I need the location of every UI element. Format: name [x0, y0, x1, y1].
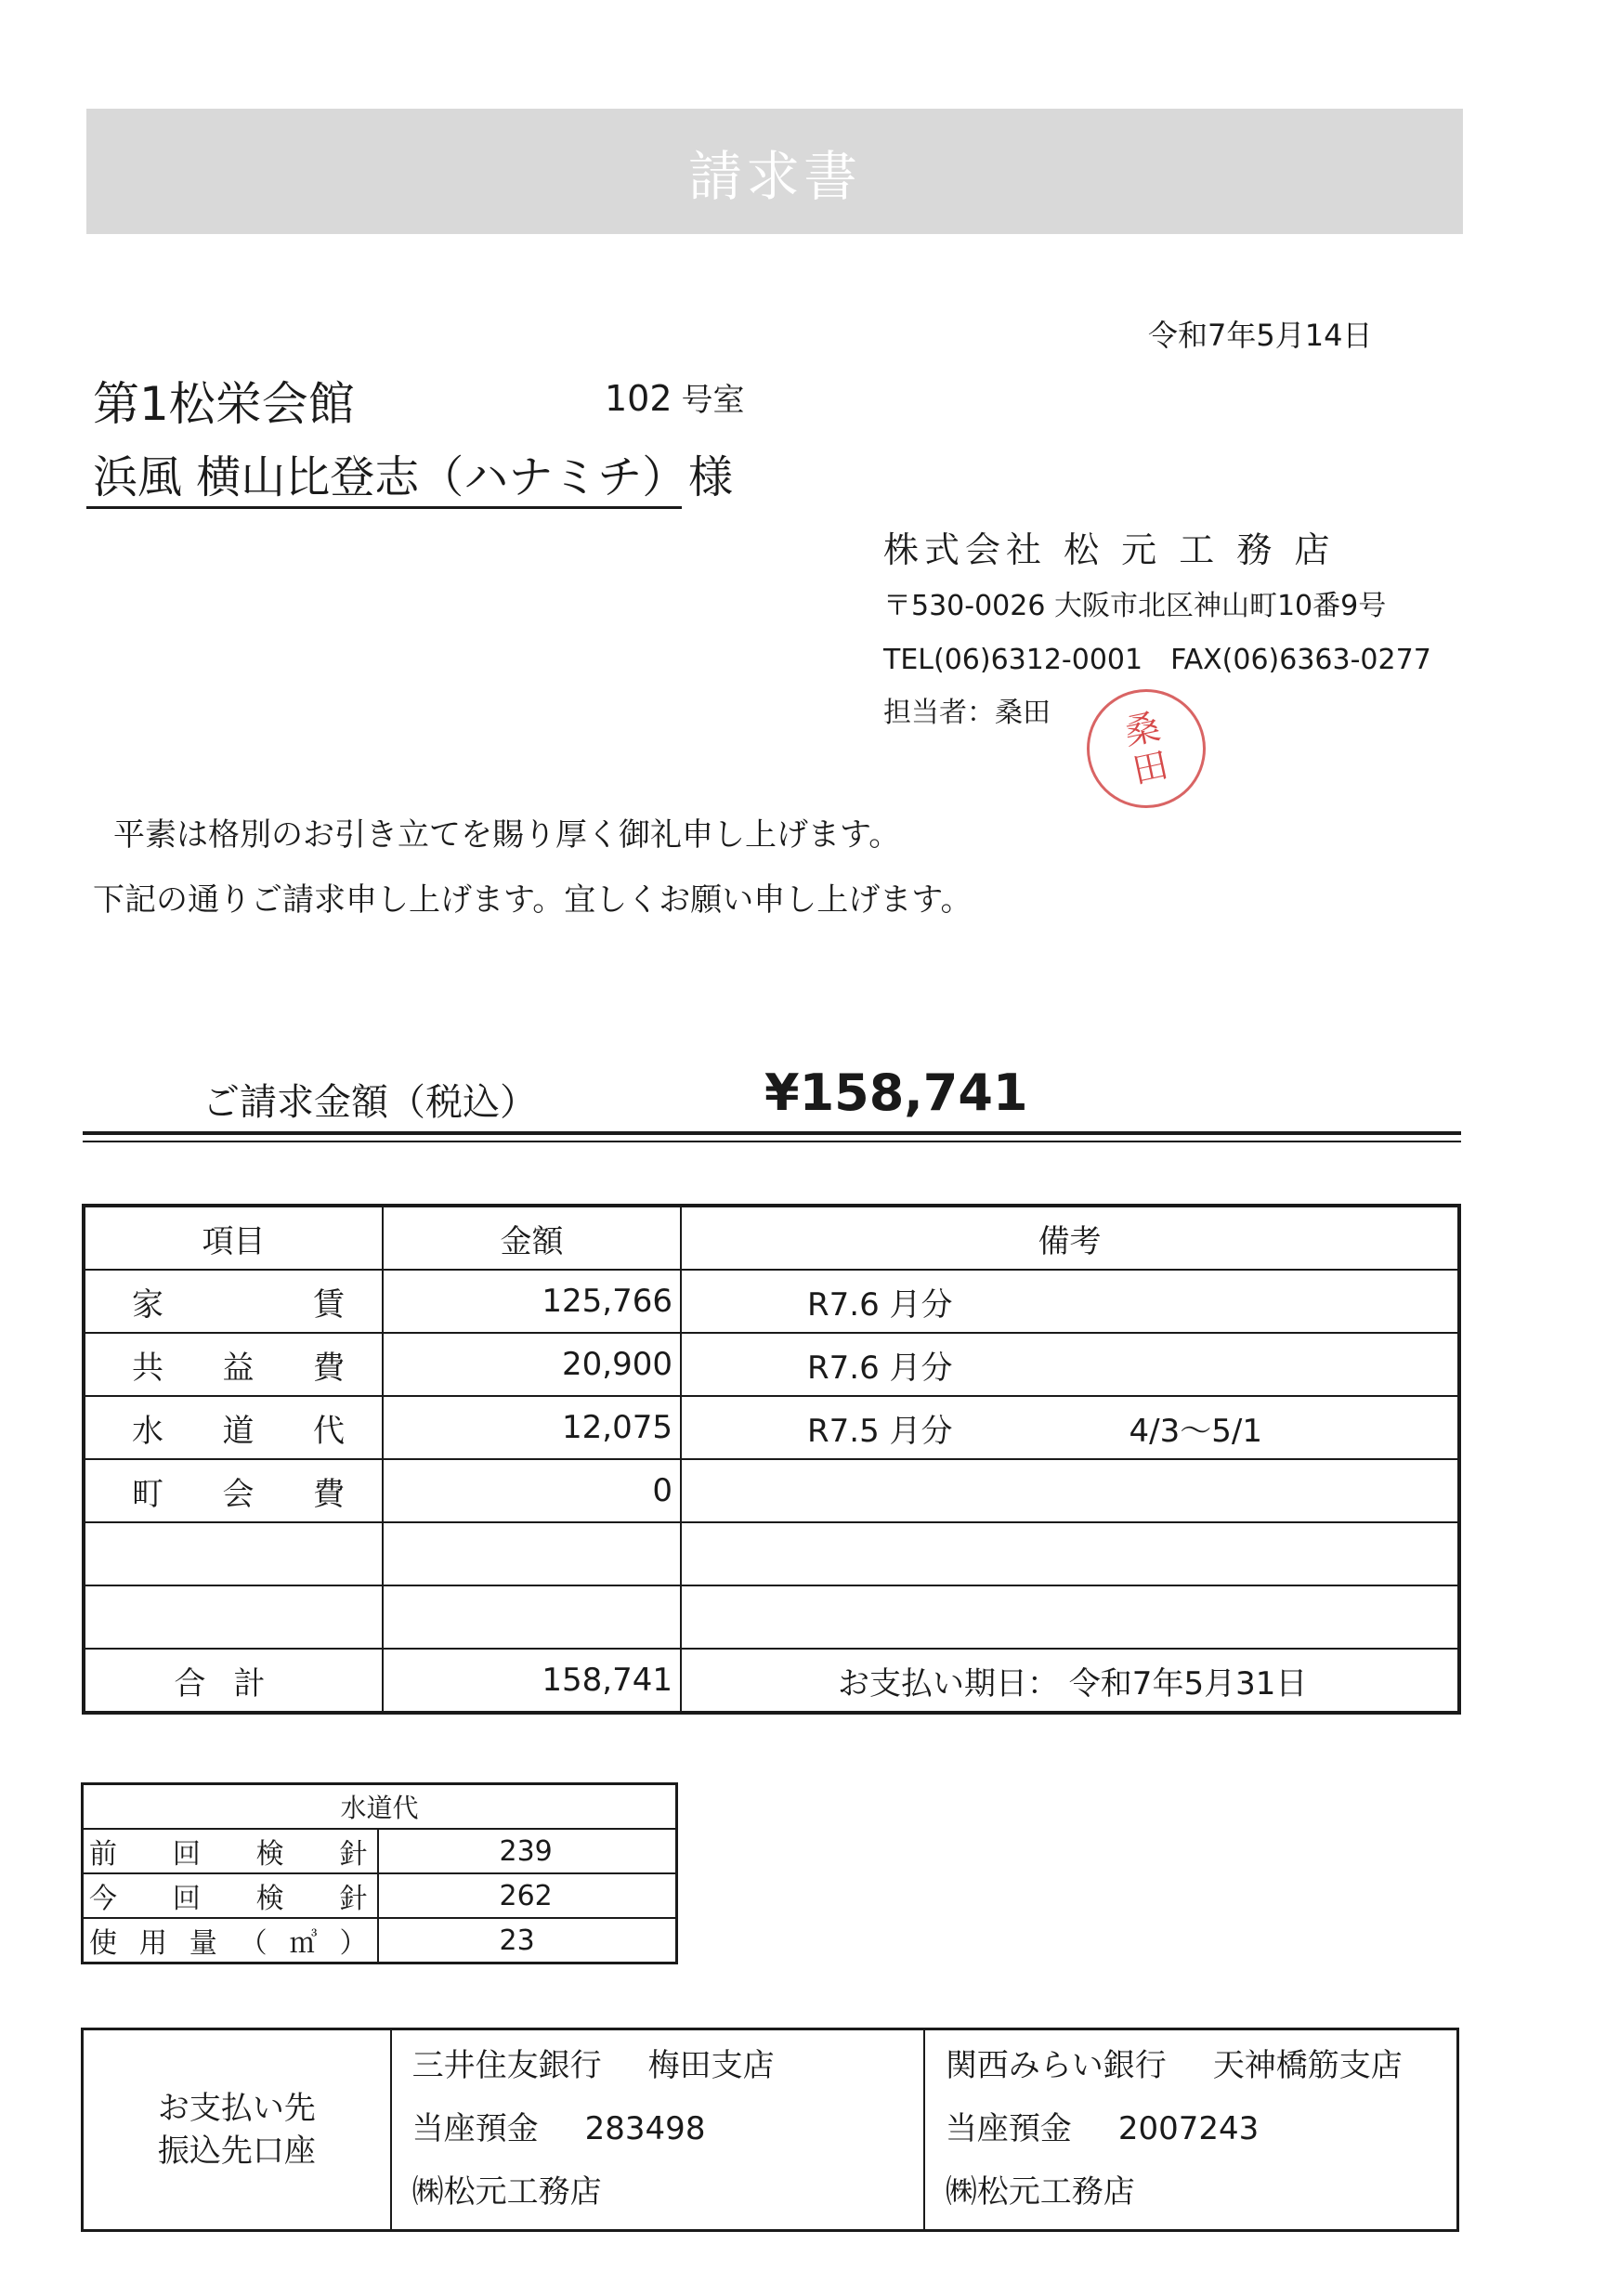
row-amount: 0 — [383, 1459, 681, 1522]
water-row — [83, 1873, 677, 1918]
row-note — [681, 1333, 1459, 1396]
issuer-staff: 担当者：桑田 — [883, 697, 1051, 729]
total-row — [84, 1649, 1459, 1713]
item-char: 益 — [222, 1349, 255, 1387]
table-row-empty — [84, 1522, 1459, 1585]
water-label-char: 検 — [255, 1838, 284, 1871]
item-char: 町 — [132, 1475, 163, 1513]
water-row — [83, 1918, 677, 1963]
table-row — [84, 1459, 1459, 1522]
water-value: 239 — [378, 1829, 677, 1873]
item-char: 会 — [222, 1475, 255, 1513]
recipient-honorific: 様 — [688, 451, 734, 503]
account-number: 283498 — [584, 2110, 706, 2147]
issue-date: 令和7年5月14日 — [1148, 318, 1373, 353]
issuer-address: 〒530-0026 大阪市北区神山町10番9号 — [883, 590, 1387, 622]
header-note: 備考 — [681, 1206, 1459, 1270]
row-amount: 20,900 — [383, 1333, 681, 1396]
water-label-char: 量 — [189, 1927, 217, 1960]
water-value: 262 — [378, 1873, 677, 1918]
item-char: 水 — [132, 1412, 163, 1450]
water-label-char: （ — [239, 1927, 268, 1960]
water-label-char: 前 — [89, 1838, 117, 1871]
payment-due-date: お支払い期日： 令和7年5月31日 — [681, 1649, 1459, 1713]
row-note-range: 4/3〜5/1 — [1129, 1412, 1262, 1450]
account-type: 当座預金 — [411, 2110, 539, 2147]
water-value: 23 — [378, 1918, 677, 1963]
row-item — [84, 1396, 383, 1459]
water-row — [83, 1829, 677, 1873]
room-unit: 号室 — [681, 382, 745, 419]
billing-amount-value: ¥158,741 — [764, 1063, 1028, 1122]
item-char: 道 — [222, 1412, 255, 1450]
water-label-char: 今 — [89, 1883, 117, 1915]
item-char: 費 — [313, 1349, 345, 1387]
document-title: 請求書 — [687, 144, 861, 208]
water-title-row — [83, 1784, 677, 1830]
stamp-char-top: 桑 — [1120, 705, 1164, 753]
account-line — [412, 2103, 923, 2166]
row-note-text: R7.6 月分 — [807, 1349, 953, 1387]
water-label-char: 用 — [138, 1927, 167, 1960]
billing-amount-label: ご請求金額（税込） — [202, 1081, 537, 1124]
bank-name-line — [946, 2040, 1456, 2103]
water-label — [83, 1829, 378, 1873]
bank-name: 三井住友銀行 — [411, 2047, 602, 2084]
row-item — [84, 1459, 383, 1522]
account-line — [946, 2103, 1456, 2166]
account-holder: ㈱松元工務店 — [411, 2173, 602, 2211]
water-label — [83, 1918, 378, 1963]
stamp-char-bottom: 田 — [1129, 744, 1172, 792]
payment-row — [83, 2029, 1458, 2231]
payment-label — [83, 2029, 391, 2231]
charges-header-row — [84, 1206, 1459, 1270]
recipient-name: 浜風 横山比登志（ハナミチ） — [93, 451, 687, 503]
payment-label-line-1: お支払い先 — [157, 2090, 316, 2127]
item-char: 費 — [313, 1475, 345, 1513]
table-row — [84, 1333, 1459, 1396]
bank-name-line — [412, 2040, 923, 2103]
item-char: 共 — [132, 1349, 163, 1387]
header-item: 項目 — [84, 1206, 383, 1270]
issuer-company: 株式会社 松 元 工 務 店 — [883, 529, 1336, 570]
total-amount: 158,741 — [383, 1649, 681, 1713]
double-rule-top — [83, 1131, 1461, 1135]
title-banner — [86, 109, 1463, 234]
water-label-char: ） — [339, 1927, 368, 1960]
account-holder: ㈱松元工務店 — [945, 2173, 1135, 2211]
bank-branch: 天神橋筋支店 — [1212, 2047, 1403, 2084]
payment-label-line-2: 振込先口座 — [157, 2133, 316, 2170]
bank-account-1 — [391, 2029, 924, 2231]
water-label-char: 検 — [255, 1883, 284, 1915]
bank-name: 関西みらい銀行 — [945, 2047, 1167, 2084]
payment-accounts-table — [81, 2028, 1459, 2232]
item-char: 賃 — [313, 1285, 345, 1324]
row-note — [681, 1459, 1459, 1522]
bank-branch: 梅田支店 — [647, 2047, 775, 2084]
item-char: 家 — [132, 1285, 163, 1324]
account-number: 2007243 — [1117, 2110, 1260, 2147]
charges-table — [82, 1204, 1461, 1715]
row-amount: 125,766 — [383, 1270, 681, 1333]
water-label-char: ㎥ — [289, 1927, 318, 1960]
water-label-char: 針 — [339, 1838, 368, 1871]
row-note — [681, 1270, 1459, 1333]
total-label: 合計 — [84, 1649, 383, 1713]
greeting-line-1: 平素は格別のお引き立てを賜り厚く御礼申し上げます。 — [113, 816, 901, 854]
recipient-underline — [86, 506, 682, 509]
seal-stamp — [1076, 678, 1217, 819]
table-row — [84, 1396, 1459, 1459]
water-label-char: 回 — [172, 1838, 201, 1871]
water-meter-table — [81, 1782, 678, 1964]
row-amount: 12,075 — [383, 1396, 681, 1459]
water-title: 水道代 — [83, 1784, 677, 1830]
recipient-building: 第1松栄会館 — [93, 377, 355, 431]
table-row-empty — [84, 1585, 1459, 1649]
bank-account-2 — [924, 2029, 1458, 2231]
row-note — [681, 1396, 1459, 1459]
water-label — [83, 1873, 378, 1918]
greeting-line-2: 下記の通りご請求申し上げます。宜しくお願い申し上げます。 — [93, 881, 973, 919]
issuer-tel-fax: TEL(06)6312-0001 FAX(06)6363-0277 — [883, 644, 1431, 676]
row-item — [84, 1333, 383, 1396]
account-type: 当座預金 — [945, 2110, 1072, 2147]
double-rule-bottom — [83, 1141, 1461, 1142]
water-label-char: 使 — [89, 1927, 117, 1960]
item-char: 代 — [313, 1412, 345, 1450]
row-note-text: R7.5 月分 — [807, 1412, 953, 1450]
room-number-value: 102 — [605, 378, 672, 419]
header-amount: 金額 — [383, 1206, 681, 1270]
row-item — [84, 1270, 383, 1333]
water-label-char: 回 — [172, 1883, 201, 1915]
table-row — [84, 1270, 1459, 1333]
room-number — [605, 374, 745, 420]
water-label-char: 針 — [339, 1883, 368, 1915]
row-note-text: R7.6 月分 — [807, 1285, 953, 1324]
